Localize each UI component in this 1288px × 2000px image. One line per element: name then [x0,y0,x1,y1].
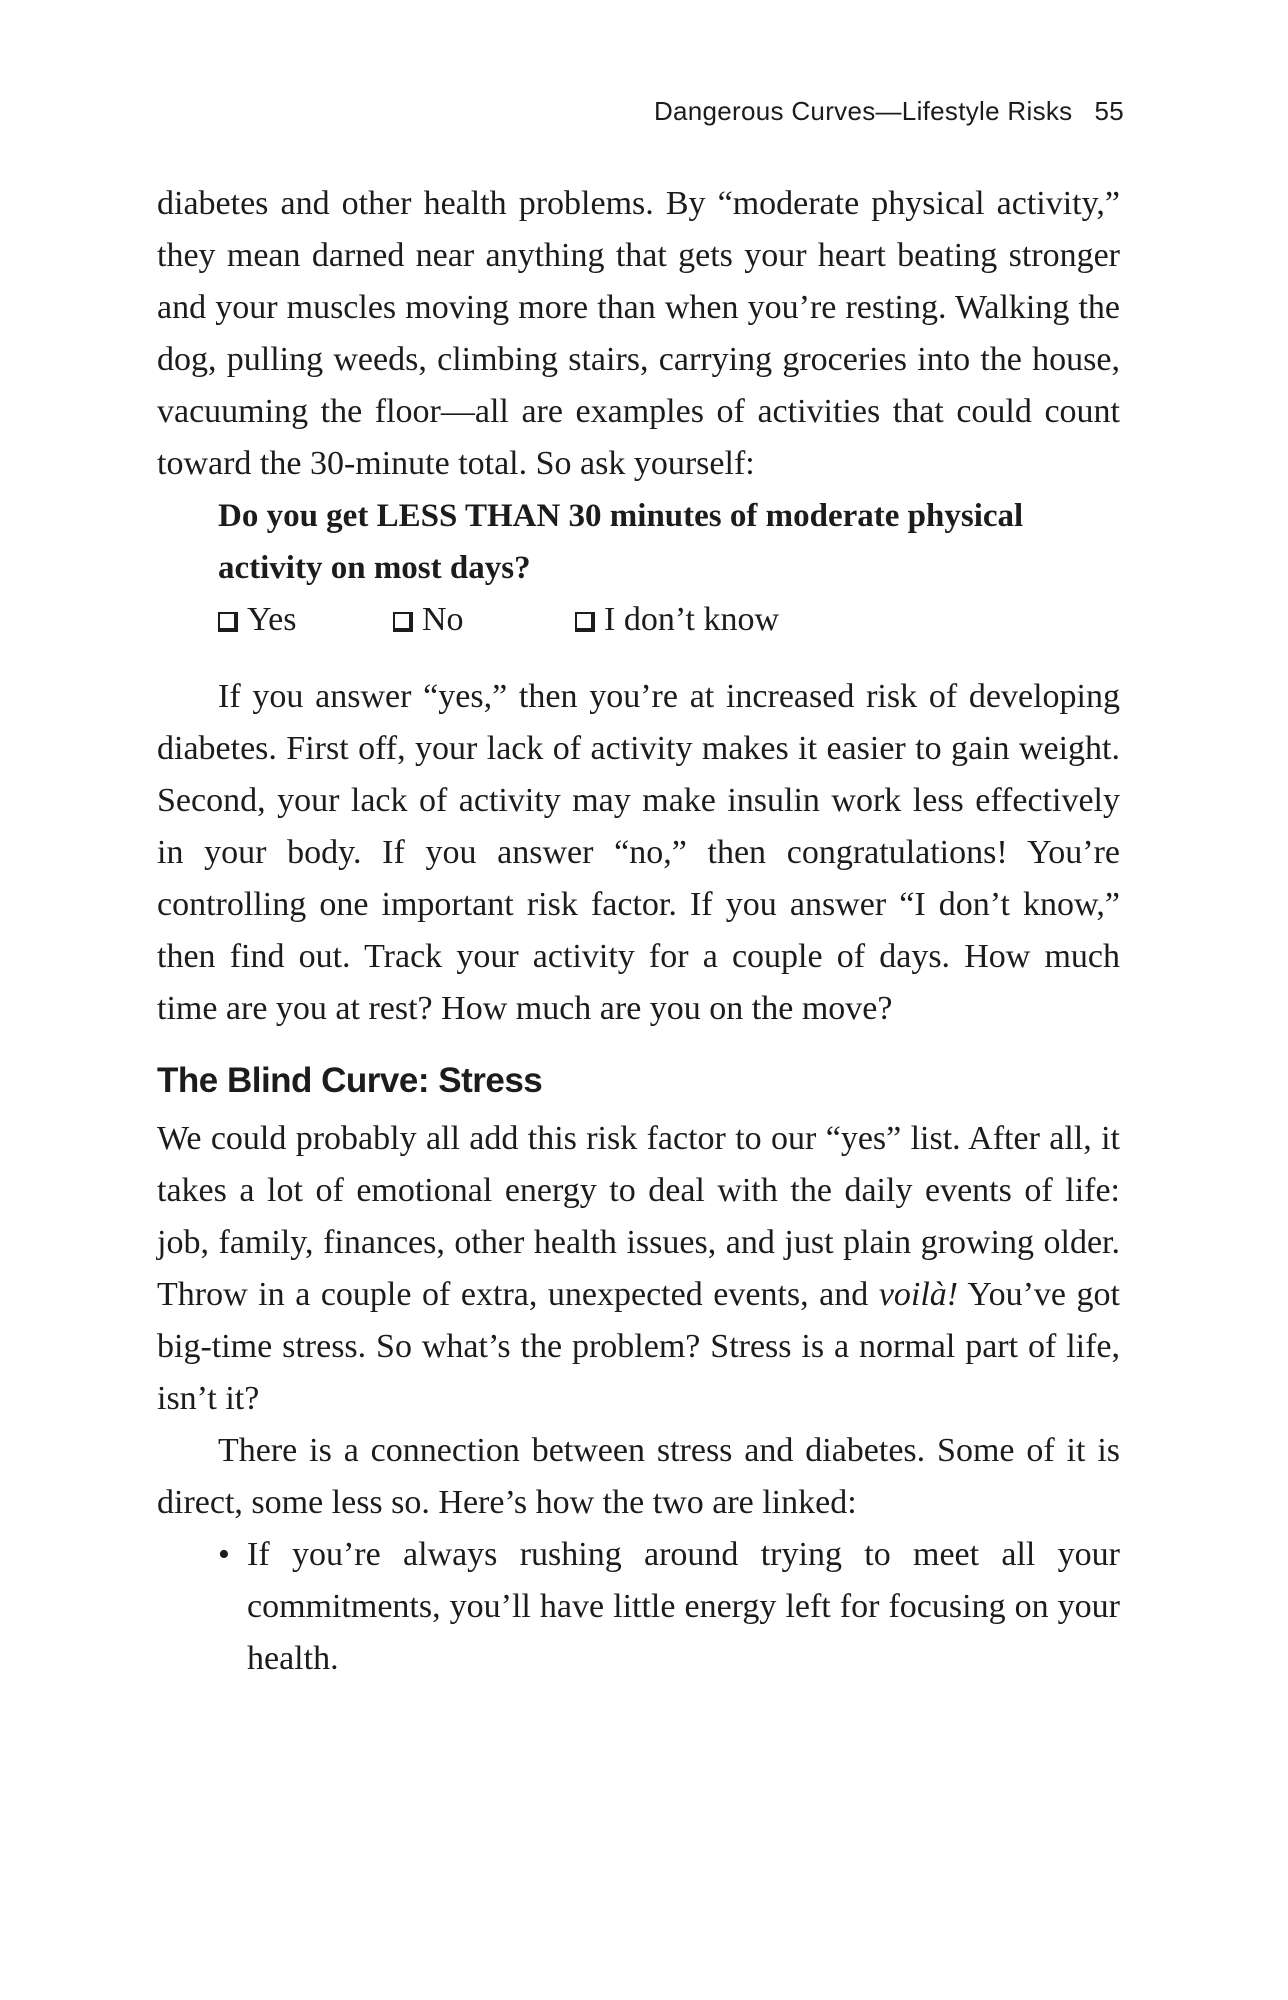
bullet-icon: • [218,1536,230,1573]
body-paragraph: If you answer “yes,” then you’re at increased risk of developing diabetes. First off, your lack of activity makes it easier to gain weight. Second, your lack of activity may make insulin work less effectively in your body. If you answer “no,” then congratulations! You’re controlling one important risk factor. If you answer “I don’t know,” then find out. Track your activity for a couple of days. How much time are you at rest? How much are you on the move? [157,678,1120,1027]
answer-option-no[interactable] [393,594,575,646]
running-title: Dangerous Curves—Lifestyle Risks [653,96,1073,126]
section-heading: The Blind Curve: Stress [157,1061,543,1100]
text-run: We could probably all add this risk factor to our “yes” list. After all, it takes a lot of emotional energy to deal with the daily events of life: job, family, finances, other health issues, and just plain growing older. Throw in a couple of extra, unexpected events, and [157,1120,1120,1313]
page-body [157,178,1120,1685]
answer-options [218,594,1120,646]
checkbox-icon[interactable] [393,612,413,632]
answer-label: No [422,601,464,638]
answer-option-dont-know[interactable] [575,594,779,646]
bullet-list [157,1529,1120,1685]
italic-text: voilà! [878,1276,959,1313]
checkbox-icon[interactable] [218,612,238,632]
list-item [218,1529,1120,1685]
text-run: You’ve got big-time stress. So what’s the problem? Stress is a normal part of life, isn’t it? [157,1276,1120,1417]
answer-label: Yes [247,601,297,638]
running-head [654,96,1124,127]
body-paragraph: There is a connection between stress and diabetes. Some of it is direct, some less so. Here’s how the two are linked: [157,1432,1120,1521]
answer-label: I don’t know [604,601,780,638]
list-item-text: If you’re always rushing around trying to meet all your commitments, you’ll have little energy left for focusing on your health. [247,1536,1120,1677]
answer-option-yes[interactable] [218,594,393,646]
body-paragraph [157,1113,1120,1425]
quiz-question: Do you get LESS THAN 30 minutes of moderate physical activity on most days? [218,498,1024,586]
checkbox-icon[interactable] [575,612,595,632]
body-paragraph: diabetes and other health problems. By “moderate physical activity,” they mean darned near anything that gets your heart beating stronger and your muscles moving more than when you’re resting. Walking the dog, pulling weeds, climbing stairs, carrying groceries into the house, vacuuming the floor—all are examples of activities that could count toward the 30-minute total. So ask yourself: [157,185,1120,482]
page-number: 55 [1094,96,1124,126]
